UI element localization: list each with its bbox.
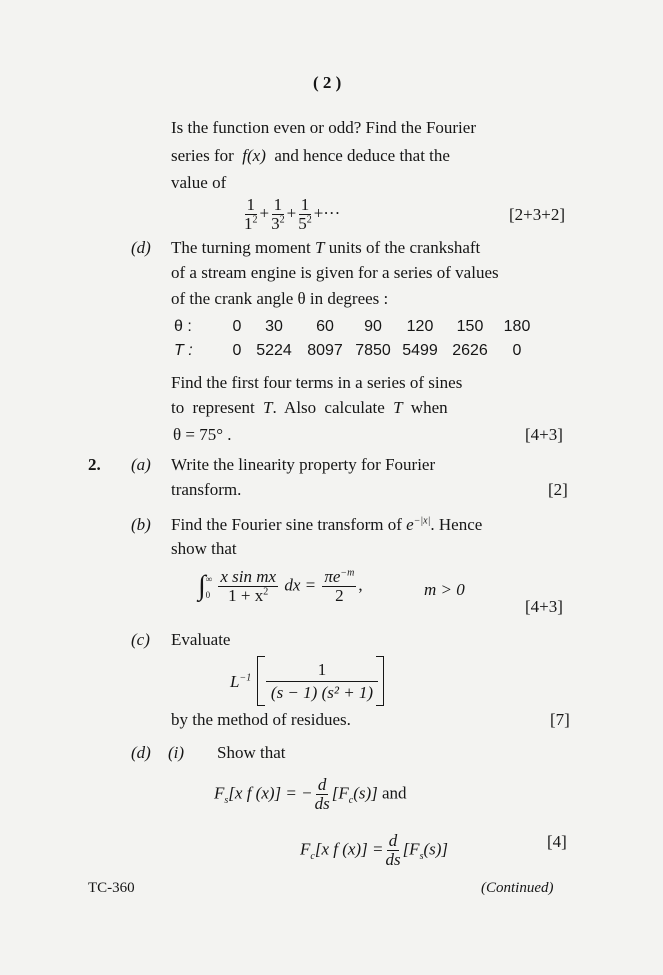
q1d-line-1: The turning moment T units of the crankshaft xyxy=(171,238,481,257)
condition: m > 0 xyxy=(424,580,465,599)
q1d-after-2: to represent T. Also calculate T when xyxy=(171,398,448,417)
q2c-line-1: Evaluate xyxy=(171,630,231,649)
inverse-laplace-op: $L^{-1}$ xyxy=(230,672,252,691)
q1c-line-2 xyxy=(171,146,450,166)
paper-code: TC-360 xyxy=(88,880,135,896)
q1d-after-3: θ = 75° . xyxy=(173,425,232,444)
q1d-after-1: Find the first four terms in a series of sines xyxy=(171,373,463,392)
marks-q2d: [4] xyxy=(547,832,567,851)
label-q2b: (b) xyxy=(131,515,151,534)
right-bracket xyxy=(376,656,384,706)
text: series for xyxy=(171,146,234,165)
q2c-line-2: by the method of residues. xyxy=(171,710,351,729)
q2a-line-2: transform. xyxy=(171,480,242,499)
formula-1: $F_s[x$ f (x)] = − $\frac{d}{ds}$ $[F_c(s)]$ and xyxy=(214,775,407,813)
fraction-den: (s − 1) (s² + 1) xyxy=(270,683,374,702)
continued-note: (Continued) xyxy=(481,880,554,896)
marks-q2a: [2] xyxy=(548,480,568,499)
q2b-line-2: show that xyxy=(171,539,237,558)
text: and hence deduce that the xyxy=(274,146,450,165)
fraction-num: 1 xyxy=(317,660,327,679)
label-q2c: (c) xyxy=(131,630,150,649)
q1c-line-3: value of xyxy=(171,173,227,192)
table-row-theta: θ : 0 30 60 90 120 150 180 xyxy=(174,318,531,335)
q2b-line-1: Find the Fourier sine transform of $e^{-|x|}$. Hence xyxy=(171,515,483,534)
marks-q1d: [4+3] xyxy=(525,425,563,444)
formula-2: $F_c[x$ f (x)] = $\frac{d}{ds}$ $[F_s(s)]$ xyxy=(300,831,449,869)
q1c-line-1: Is the function even or odd? Find the Fourier xyxy=(171,118,476,137)
marks-q2b: [4+3] xyxy=(525,597,563,616)
q1d-line-2: of a stream engine is given for a series of values xyxy=(171,263,499,282)
marks-q1c: [2+3+2] xyxy=(509,205,565,224)
left-bracket xyxy=(257,656,265,706)
question-number-2: 2. xyxy=(88,455,101,474)
integral-formula: ∫ ∞ 0 $\frac{\text{x sin mx}}{1 + x^2}$ dx = $\frac{\pi e^{-m}}{2}$ , xyxy=(198,567,363,605)
series-formula: $\frac{1}{1^2}$ + $\frac{1}{3^2}$ + $\frac{1}{5^2}$ +··· xyxy=(244,195,341,233)
q1d-line-3: of the crank angle θ in degrees : xyxy=(171,289,389,308)
label-q1d: (d) xyxy=(131,238,151,257)
page-number: ( 2 ) xyxy=(313,73,342,92)
marks-q2c: [7] xyxy=(550,710,570,729)
q2d-line: Show that xyxy=(217,743,286,762)
math-fx: f(x) xyxy=(242,146,266,165)
label-q2a: (a) xyxy=(131,455,151,474)
q2a-line-1: Write the linearity property for Fourier xyxy=(171,455,436,474)
label-q2d-i: (i) xyxy=(168,743,185,762)
fraction-bar xyxy=(266,681,378,682)
label-q2d: (d) xyxy=(131,743,151,762)
table-row-T: T : 0 5224 8097 7850 5499 2626 0 xyxy=(174,342,522,359)
